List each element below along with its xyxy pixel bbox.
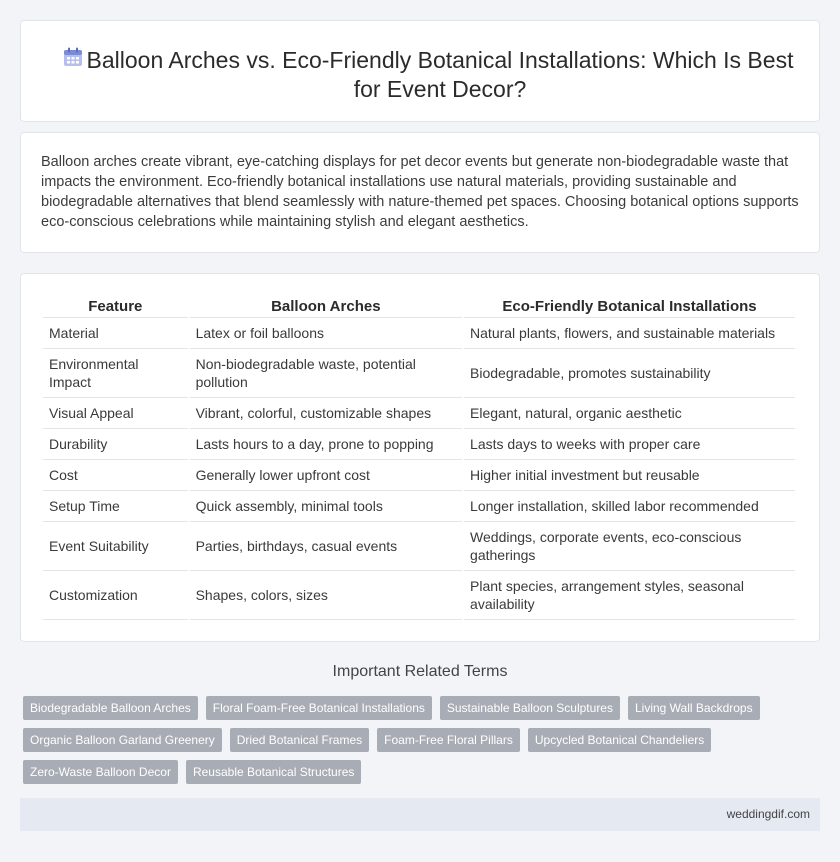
table-cell: Event Suitability	[43, 522, 188, 571]
table-cell: Weddings, corporate events, eco-conscious gatherings	[464, 522, 795, 571]
table-row	[43, 460, 795, 491]
table-cell: Natural plants, flowers, and sustainable materials	[464, 318, 795, 349]
table-cell: Material	[43, 318, 188, 349]
table-row	[43, 571, 795, 620]
table-cell: Customization	[43, 571, 188, 620]
table-cell: Cost	[43, 460, 188, 491]
table-cell: Elegant, natural, organic aesthetic	[464, 398, 795, 429]
comparison-table	[41, 296, 797, 620]
table-cell: Longer installation, skilled labor recommended	[464, 491, 795, 522]
page-title: Balloon Arches vs. Eco-Friendly Botanical Installations: Which Is Best for Event Decor?	[86, 47, 794, 102]
table-row	[43, 491, 795, 522]
calendar-icon	[63, 47, 83, 67]
related-terms-title: Important Related Terms	[332, 663, 508, 680]
table-row	[43, 429, 795, 460]
related-term-tag[interactable]: Reusable Botanical Structures	[186, 760, 361, 784]
related-terms-tags	[23, 696, 813, 784]
related-term-tag[interactable]: Upcycled Botanical Chandeliers	[528, 728, 711, 752]
related-term-tag[interactable]: Living Wall Backdrops	[628, 696, 760, 720]
table-cell: Environmental Impact	[43, 349, 188, 398]
table-cell: Lasts days to weeks with proper care	[464, 429, 795, 460]
table-cell: Latex or foil balloons	[190, 318, 462, 349]
table-cell: Quick assembly, minimal tools	[190, 491, 462, 522]
table-cell: Vibrant, colorful, customizable shapes	[190, 398, 462, 429]
related-term-tag[interactable]: Foam-Free Floral Pillars	[377, 728, 520, 752]
table-cell: Parties, birthdays, casual events	[190, 522, 462, 571]
table-cell: Shapes, colors, sizes	[190, 571, 462, 620]
title-card	[20, 20, 820, 122]
table-cell: Biodegradable, promotes sustainability	[464, 349, 795, 398]
header-botanical: Eco-Friendly Botanical Installations	[464, 296, 795, 318]
related-term-tag[interactable]: Sustainable Balloon Sculptures	[440, 696, 620, 720]
table-row	[43, 318, 795, 349]
table-header-row	[43, 296, 795, 318]
related-term-tag[interactable]: Zero-Waste Balloon Decor	[23, 760, 178, 784]
table-cell: Lasts hours to a day, prone to popping	[190, 429, 462, 460]
header-balloon-arches: Balloon Arches	[190, 296, 462, 318]
footer	[20, 798, 820, 831]
header-feature: Feature	[43, 296, 188, 318]
table-row	[43, 398, 795, 429]
table-row	[43, 522, 795, 571]
footer-site-link[interactable]: weddingdif.com	[726, 807, 810, 821]
table-cell: Durability	[43, 429, 188, 460]
table-cell: Visual Appeal	[43, 398, 188, 429]
table-cell: Generally lower upfront cost	[190, 460, 462, 491]
related-term-tag[interactable]: Floral Foam-Free Botanical Installations	[206, 696, 432, 720]
comparison-table-card	[20, 273, 820, 642]
related-term-tag[interactable]: Organic Balloon Garland Greenery	[23, 728, 222, 752]
summary-text: Balloon arches create vibrant, eye-catching displays for pet decor events but generate non-biodegradable waste that impacts the environment. Eco-friendly botanical installations use natural materials, providing sustainable and biodegradable alternatives that blend seamlessly with nature-themed pet spaces. Choosing botanical options supports eco-conscious celebrations while maintaining stylish and elegant aesthetics.	[41, 154, 799, 230]
table-cell: Plant species, arrangement styles, seasonal availability	[464, 571, 795, 620]
table-cell: Non-biodegradable waste, potential pollution	[190, 349, 462, 398]
table-cell: Higher initial investment but reusable	[464, 460, 795, 491]
table-cell: Setup Time	[43, 491, 188, 522]
summary-card	[20, 132, 820, 253]
related-term-tag[interactable]: Dried Botanical Frames	[230, 728, 369, 752]
related-term-tag[interactable]: Biodegradable Balloon Arches	[23, 696, 198, 720]
table-row	[43, 349, 795, 398]
